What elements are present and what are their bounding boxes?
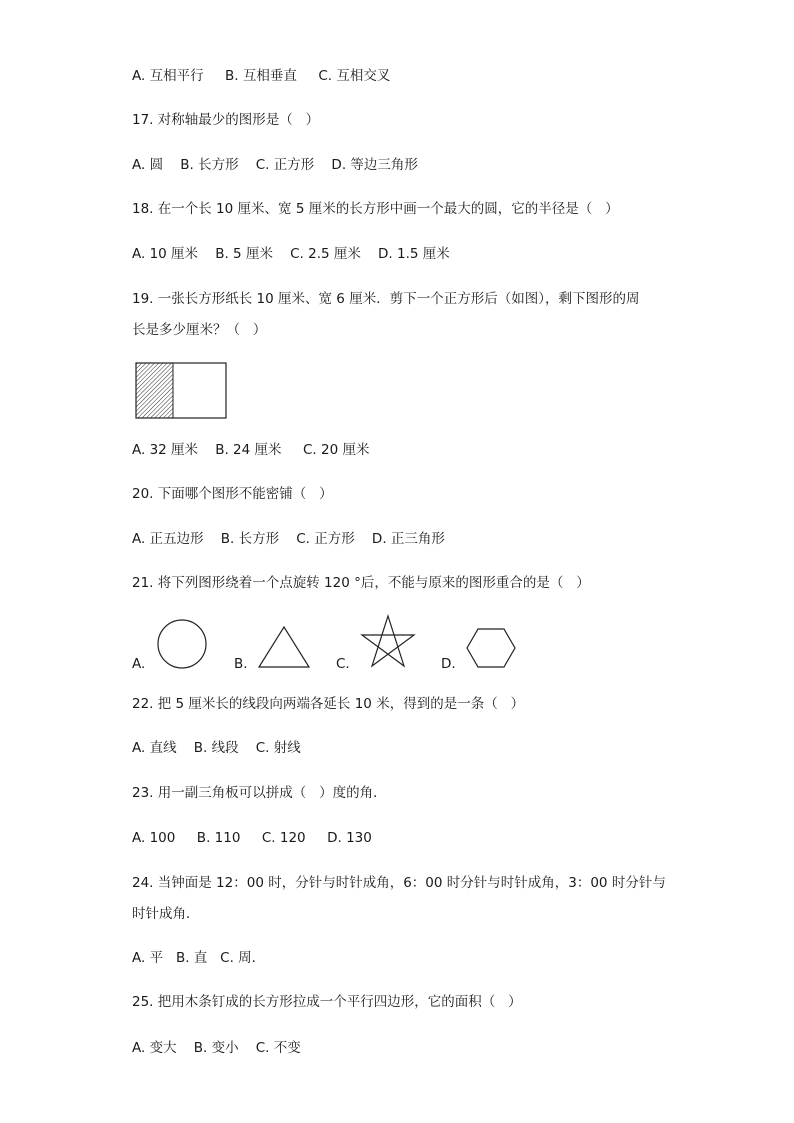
q21-option-c-label: C. (336, 656, 350, 672)
q17-options: A. 圆 B. 长方形 C. 正方形 D. 等边三角形 (132, 157, 418, 173)
q21-option-d-label: D. (441, 656, 456, 672)
shaded-square (136, 363, 173, 418)
q17-question: 17. 对称轴最少的图形是（ ） (132, 112, 320, 128)
q19-question-line2: 长是多少厘米？（ ） (132, 322, 267, 338)
q19-question-line1: 19. 一张长方形纸长 10 厘米、宽 6 厘米．剪下一个正方形后（如图），剩下图形的周 (132, 291, 640, 307)
q24-options: A. 平 B. 直 C. 周． (132, 950, 266, 966)
q19-rectangle-figure (134, 362, 228, 420)
q25-question: 25. 把用木条钉成的长方形拉成一个平行四边形，它的面积（ ） (132, 994, 522, 1010)
q23-options: A. 100 B. 110 C. 120 D. 130 (132, 830, 372, 846)
q21-option-b-label: B. (234, 656, 248, 672)
q16-options: A. 互相平行 B. 互相垂直 C. 互相交叉 (132, 68, 391, 84)
q25-options: A. 变大 B. 变小 C. 不变 (132, 1040, 301, 1056)
q24-question-line1: 24. 当钟面是 12：00 时，分针与时针成角，6：00 时分针与时针成角，3：00 时分针与 (132, 875, 666, 891)
q21-option-a-label: A. (132, 656, 146, 672)
q22-question: 22. 把 5 厘米长的线段向两端各延长 10 米，得到的是一条（ ） (132, 696, 525, 712)
q20-question: 20. 下面哪个图形不能密铺（ ） (132, 486, 333, 502)
q20-options: A. 正五边形 B. 长方形 C. 正方形 D. 正三角形 (132, 531, 445, 547)
q18-question: 18. 在一个长 10 厘米、宽 5 厘米的长方形中画一个最大的圆，它的半径是（ ） (132, 201, 619, 217)
q24-question-line2: 时针成角． (132, 906, 200, 922)
q23-question: 23. 用一副三角板可以拼成（ ）度的角． (132, 785, 387, 801)
q22-options: A. 直线 B. 线段 C. 射线 (132, 740, 301, 756)
hexagon-figure (464, 626, 518, 670)
triangle-figure (256, 624, 312, 670)
q21-question: 21. 将下列图形绕着一个点旋转 120 °后，不能与原来的图形重合的是（ ） (132, 575, 590, 591)
circle-figure (155, 618, 209, 672)
q19-options: A. 32 厘米 B. 24 厘米 C. 20 厘米 (132, 442, 370, 458)
q18-options: A. 10 厘米 B. 5 厘米 C. 2.5 厘米 D. 1.5 厘米 (132, 246, 450, 262)
star-figure (359, 614, 417, 670)
